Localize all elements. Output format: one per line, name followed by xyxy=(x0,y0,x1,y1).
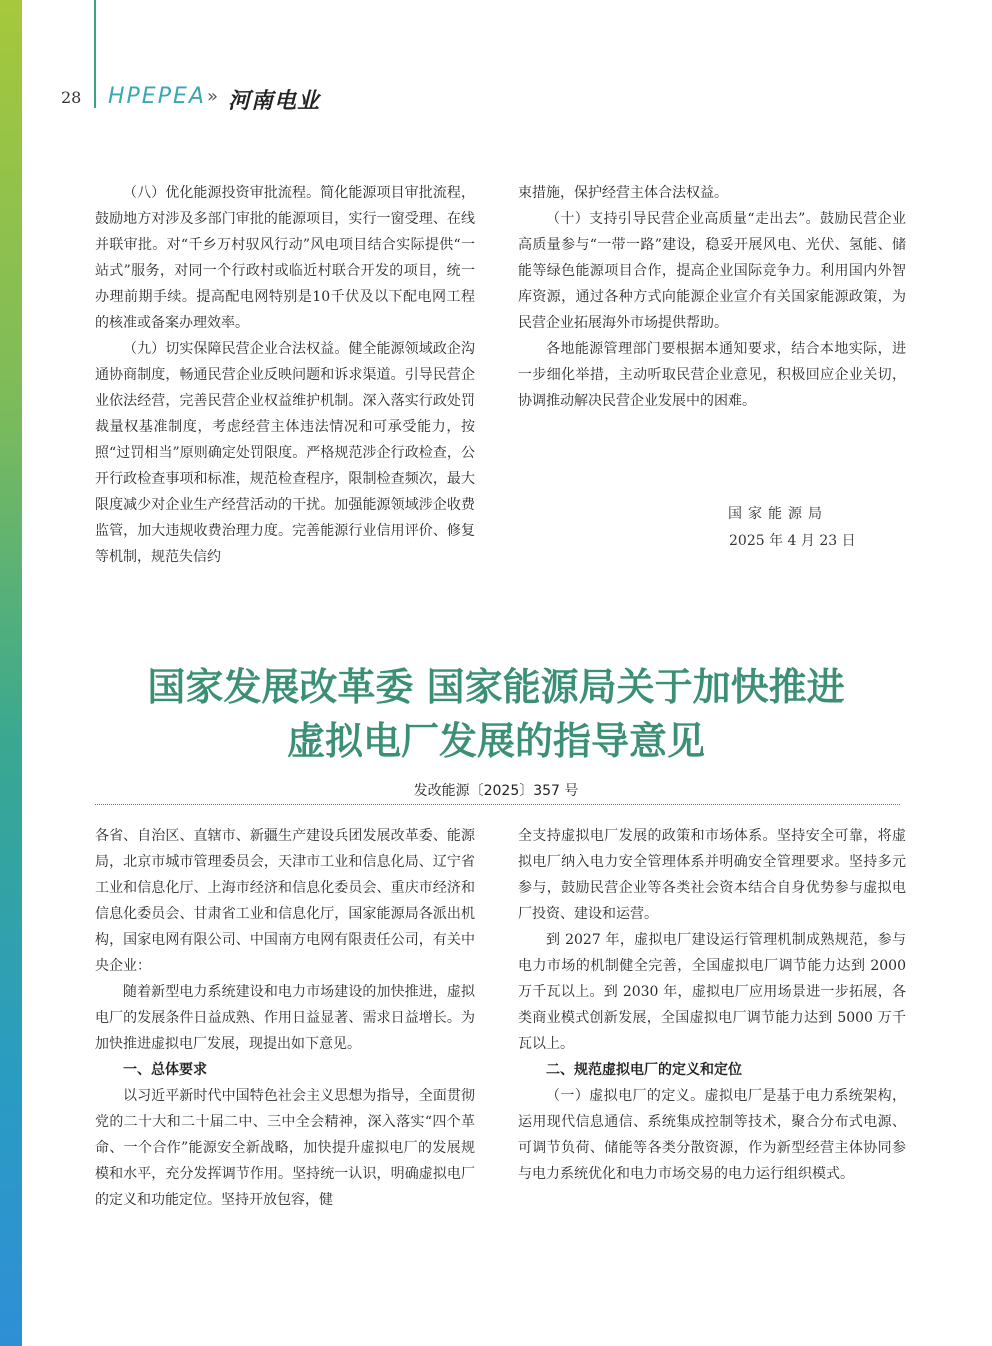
magazine-logo-chinese: 河南电业 xyxy=(228,89,321,114)
signature-organization: 国家能源局 xyxy=(728,506,828,522)
paragraph-item-10: （十）支持引导民营企业高质量“走出去”。鼓励民营企业高质量参与“一带一路”建设，稳妥开展风电、光伏、氢能、储能等绿色能源项目合作，提高企业国际竞争力。利用国内外智库资源，通过各种方式向能源企业宣介有关国家能源政策，为民营企业拓展海外市场提供帮助。 xyxy=(518,211,906,331)
addressees-paragraph: 各省、自治区、直辖市、新疆生产建设兵团发展改革委、能源局，北京市城市管理委员会，天津市工业和信息化局、辽宁省工业和信息化厅、上海市经济和信息化委员会、重庆市经济和信息化委员会、甘肃省工业和信息化厅，国家能源局各派出机构，国家电网有限公司、中国南方电网有限责任公司，有关中央企业： xyxy=(95,828,475,974)
paragraph-continuation: 束措施，保护经营主体合法权益。 xyxy=(518,185,728,201)
header-vertical-rule xyxy=(94,0,96,108)
paragraph-item-8: （八）优化能源投资审批流程。简化能源项目审批流程，鼓励地方对涉及多部门审批的能源项目，实行一窗受理、在线并联审批。对“千乡万村驭风行动”风电项目结合实际提供“一站式”服务，对同一个行政村或临近村联合开发的项目，统一办理前期手续。提高配电网特别是10千伏及以下配电网工程的核准或备案办理效率。 xyxy=(95,185,475,331)
definition-paragraph: （一）虚拟电厂的定义。虚拟电厂是基于电力系统架构，运用现代信息通信、系统集成控制等技术，聚合分布式电源、可调节负荷、储能等各类分散资源，作为新型经营主体协同参与电力系统优化和电力市场交易的电力运行组织模式。 xyxy=(518,1088,906,1182)
part1-left-column xyxy=(95,180,475,570)
section1-paragraph: 以习近平新时代中国特色社会主义思想为指导，全面贯彻党的二十大和二十届二中、三中全会精神，深入落实“四个革命、一个合作”能源安全新战略，加快提升虚拟电厂的发展规模和水平，充分发挥调节作用。坚持统一认识，明确虚拟电厂的定义和功能定位。坚持开放包容，健 xyxy=(95,1088,475,1208)
document-number: 发改能源〔2025〕357 号 xyxy=(413,783,579,799)
section-heading-2: 二、规范虚拟电厂的定义和定位 xyxy=(546,1062,742,1078)
logo-separator-icon: » xyxy=(207,86,219,107)
intro-paragraph: 随着新型电力系统建设和电力市场建设的加快推进，虚拟电厂的发展条件日益成熟、作用日益显著、需求日益增长。为加快推进虚拟电厂发展，现提出如下意见。 xyxy=(95,984,475,1052)
article-left-column xyxy=(95,823,475,1213)
article-title-line1: 国家发展改革委 国家能源局关于加快推进 xyxy=(147,665,845,709)
article-title-line2: 虚拟电厂发展的指导意见 xyxy=(286,719,705,763)
signature-date: 2025 年 4 月 23 日 xyxy=(729,533,856,549)
article-right-column xyxy=(518,823,906,1187)
part1-right-column xyxy=(518,180,906,414)
paragraph-item-9: （九）切实保障民营企业合法权益。健全能源领域政企沟通协商制度，畅通民营企业反映问题和诉求渠道。引导民营企业依法经营，完善民营企业权益维护机制。深入落实行政处罚裁量权基准制度，考虑经营主体违法情况和可承受能力，按照“过罚相当”原则确定处罚限度。严格规范涉企行政检查，公开行政检查事项和标准，规范检查程序，限制检查频次，最大限度减少对企业生产经营活动的干扰。加强能源领域涉企收费监管，加大违规收费治理力度。完善能源行业信用评价、修复等机制，规范失信约 xyxy=(95,341,475,565)
targets-paragraph: 到 2027 年，虚拟电厂建设运行管理机制成熟规范，参与电力市场的机制健全完善，全国虚拟电厂调节能力达到 2000 万千瓦以上。到 2030 年，虚拟电厂应用场景进一步拓展，各类商业模式创新发展，全国虚拟电厂调节能力达到 5000 万千瓦以上。 xyxy=(518,932,906,1052)
magazine-logo-latin: HPEPEA xyxy=(108,84,206,109)
page-number: 28 xyxy=(61,88,82,107)
section-heading-1: 一、总体要求 xyxy=(123,1062,207,1078)
paragraph-closing: 各地能源管理部门要根据本通知要求，结合本地实际，进一步细化举措，主动听取民营企业意见，积极回应企业关切，协调推动解决民营企业发展中的困难。 xyxy=(518,341,906,409)
section1-continuation: 全支持虚拟电厂发展的政策和市场体系。坚持安全可靠，将虚拟电厂纳入电力安全管理体系并明确安全管理要求。坚持多元参与，鼓励民营企业等各类社会资本结合自身优势参与虚拟电厂投资、建设和运营。 xyxy=(518,828,906,922)
dotted-divider xyxy=(95,804,900,805)
